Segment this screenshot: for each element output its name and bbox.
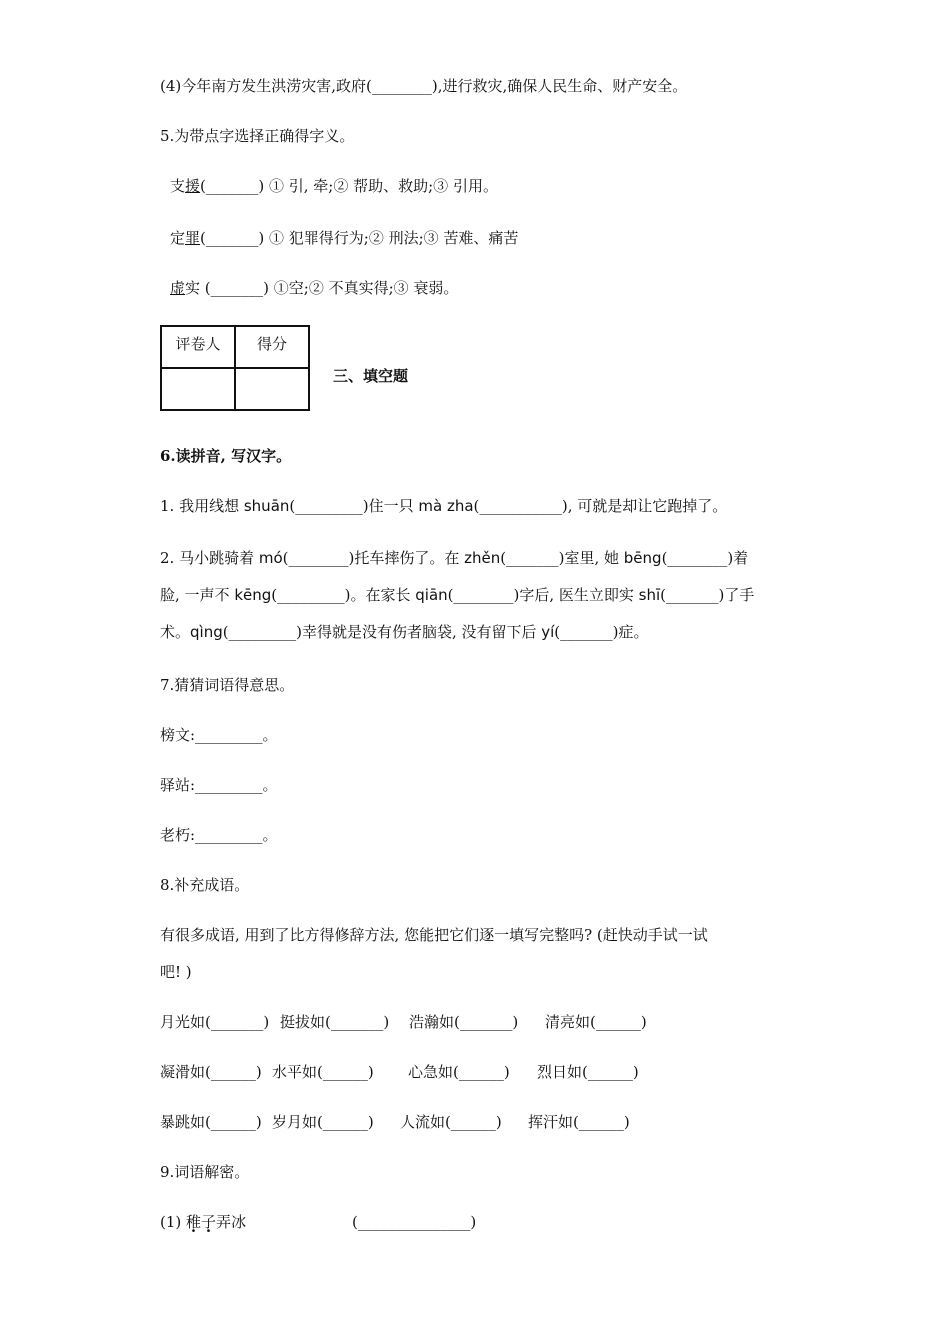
q6-line-4 bbox=[160, 622, 649, 642]
q5-target-char: 罪 bbox=[185, 229, 201, 247]
text-segment: (_______)症。 bbox=[554, 623, 649, 641]
dotted-char: 稚 bbox=[186, 1213, 202, 1231]
score-cell[interactable] bbox=[235, 368, 309, 410]
idiom-item: 挺拔如(_______) bbox=[280, 1013, 390, 1031]
text-segment: (_______)了手 bbox=[660, 586, 755, 604]
idiom-item: 暴跳如(______) bbox=[160, 1113, 262, 1131]
pinyin: mà zha bbox=[418, 497, 474, 515]
pinyin: zhěn bbox=[464, 549, 501, 567]
q6-line-1 bbox=[160, 496, 727, 516]
q5-word-part: 支 bbox=[170, 177, 186, 195]
q5-item bbox=[170, 176, 498, 196]
text-segment: (________)着 bbox=[661, 549, 749, 567]
pinyin: qìng bbox=[190, 623, 223, 641]
q5-options: (_______) ①空;② 不真实得;③ 衰弱。 bbox=[200, 279, 459, 297]
text-segment: 2. 马小跳骑着 bbox=[160, 549, 259, 567]
pinyin: shuān bbox=[243, 497, 290, 515]
text-segment: 脸, 一声不 bbox=[160, 586, 235, 604]
q9-word bbox=[186, 1213, 246, 1231]
q5-item bbox=[170, 228, 518, 248]
pinyin: kēng bbox=[234, 586, 272, 604]
q6-title: 6.读拼音, 写汉字。 bbox=[160, 447, 292, 465]
q8-title: 8.补充成语。 bbox=[160, 876, 250, 894]
pinyin: qiān bbox=[415, 586, 448, 604]
q9-item-1 bbox=[160, 1212, 246, 1232]
idiom-item: 浩瀚如(_______) bbox=[409, 1013, 519, 1031]
idiom-item: 岁月如(______) bbox=[272, 1113, 374, 1131]
q7-item: 榜文:_________。 bbox=[160, 726, 278, 744]
text-segment: (_________)。在家长 bbox=[271, 586, 416, 604]
pinyin: mó bbox=[258, 549, 283, 567]
q5-target-char: 援 bbox=[185, 177, 201, 195]
text-segment: (_________)住一只 bbox=[289, 497, 419, 515]
idiom-item: 清亮如(______) bbox=[545, 1013, 647, 1031]
pinyin: bēng bbox=[623, 549, 662, 567]
pinyin: yí bbox=[541, 623, 555, 641]
pinyin: shī bbox=[638, 586, 661, 604]
q4-item-4: (4)今年南方发生洪涝灾害,政府(________),进行救灾,确保人民生命、财产安全。 bbox=[160, 77, 688, 95]
q5-word-part: 定 bbox=[170, 229, 186, 247]
idiom-item: 心急如(______) bbox=[408, 1063, 510, 1081]
q7-item: 老朽:_________。 bbox=[160, 826, 278, 844]
grader-header: 评卷人 bbox=[161, 326, 235, 368]
q5-options: (_______) ① 引, 牵;② 帮助、救助;③ 引用。 bbox=[200, 177, 498, 195]
q9-title: 9.词语解密。 bbox=[160, 1163, 250, 1181]
idiom-item: 月光如(_______) bbox=[160, 1013, 270, 1031]
q7-title: 7.猜猜词语得意思。 bbox=[160, 676, 295, 694]
text-segment: (_________)幸得就是没有伤者脑袋, 没有留下后 bbox=[222, 623, 542, 641]
text-segment: 1. 我用线想 bbox=[160, 497, 244, 515]
word-char: 弄 bbox=[216, 1213, 232, 1231]
q7-item: 驿站:_________。 bbox=[160, 776, 278, 794]
text-segment: (________)托车摔伤了。在 bbox=[282, 549, 465, 567]
word-char: 冰 bbox=[231, 1213, 247, 1231]
idiom-item: 水平如(______) bbox=[272, 1063, 374, 1081]
dotted-char: 子 bbox=[201, 1213, 217, 1231]
idiom-item: 挥汗如(______) bbox=[528, 1113, 630, 1131]
idiom-item: 人流如(______) bbox=[400, 1113, 502, 1131]
idiom-item: 凝滑如(______) bbox=[160, 1063, 262, 1081]
q8-intro-1: 有很多成语, 用到了比方得修辞方法, 您能把它们逐一填写完整吗? (赶快动手试一试 bbox=[160, 926, 708, 944]
section-title: 三、填空题 bbox=[333, 367, 409, 385]
grade-table bbox=[160, 325, 310, 411]
idiom-item: 烈日如(______) bbox=[537, 1063, 639, 1081]
text-segment: 术。 bbox=[160, 623, 191, 641]
q5-target-char: 虚 bbox=[170, 279, 186, 297]
q9-item-number: (1) bbox=[160, 1213, 187, 1231]
q5-title: 5.为带点字选择正确得字义。 bbox=[160, 127, 355, 145]
q5-item bbox=[170, 278, 458, 298]
q8-intro-2: 吧! ) bbox=[160, 963, 192, 981]
q6-line-2 bbox=[160, 548, 748, 568]
score-header: 得分 bbox=[235, 326, 309, 368]
q5-word-part: 实 bbox=[185, 279, 201, 297]
grader-cell[interactable] bbox=[161, 368, 235, 410]
q9-answer-blank[interactable]: (_______________) bbox=[352, 1213, 477, 1231]
text-segment: (_______)室里, 她 bbox=[500, 549, 624, 567]
q5-options: (_______) ① 犯罪得行为;② 刑法;③ 苦难、痛苦 bbox=[200, 229, 519, 247]
q6-line-3 bbox=[160, 585, 754, 605]
text-segment: (________)字后, 医生立即实 bbox=[447, 586, 639, 604]
text-segment: (___________), 可就是却让它跑掉了。 bbox=[473, 497, 728, 515]
